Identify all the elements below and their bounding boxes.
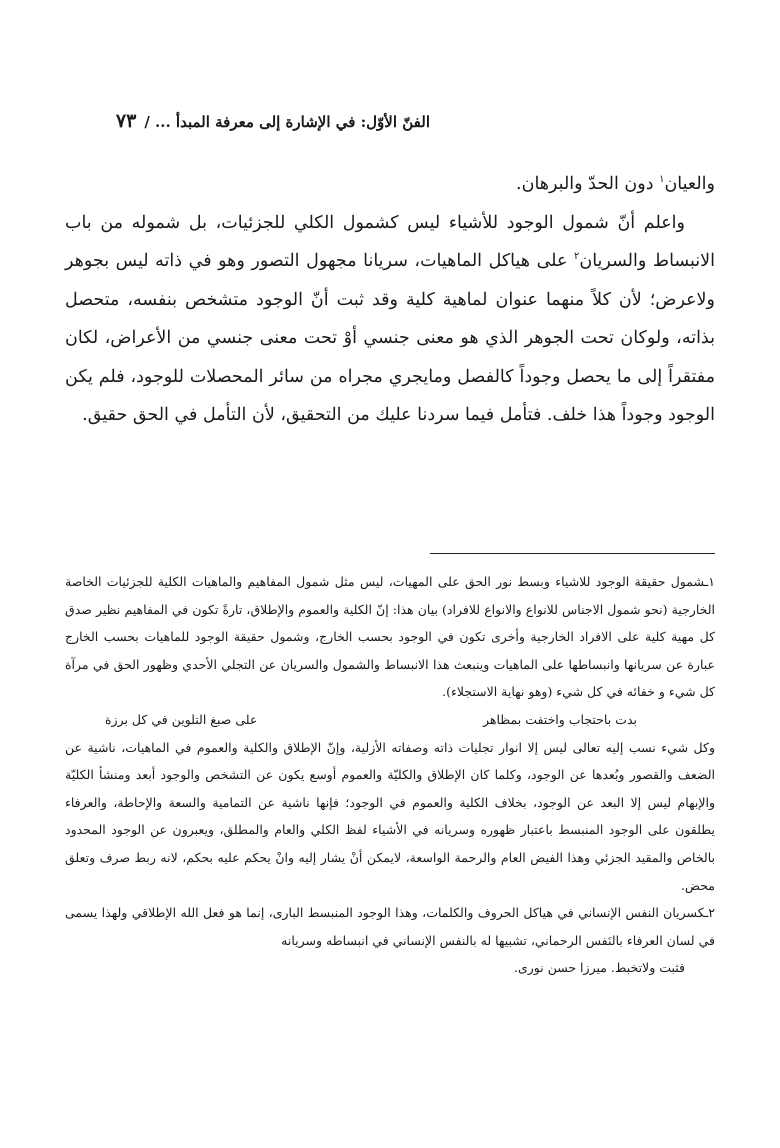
main-text [65,165,715,435]
poem-verse [65,706,715,734]
main-paragraph: واعلم أنّ شمول الوجود للأشياء ليس كشمول الكلي للجزئيات، بل شموله من باب الانبساط والسريان$^٢$ على هياكل الماهيات، سريانا مجهول التصور وهو في ذاته ليس بجوهر ولاعرض؛ لأن كلاً منهما عنوان لماهية كلية وقد ثبت أنّ الوجود متشخص بنفسه، متحصل بذاته، ولوكان تحت الجوهر الذي هو معنى جنسي أوْ تحت معنى جنسي من الأعراض، لكان مفتقراً إلى ما يحصل وجوداً كالفصل ومايجري مجراه من سائر المحصلات للوجود، فلم يكن الوجود وجوداً هذا خلف. فتأمل فيما سردنا عليك من التحقيق، لأن التأمل في الحق حقيق. [65,212,716,425]
footnote-divider [430,553,715,554]
footnote-ref-1: ١ [659,174,665,186]
running-header [100,110,430,132]
footnotes [65,568,715,982]
footnote-1-part-a: ١ـشمول حقيقة الوجود للاشياء وبسط نور الحق على المهيات، ليس مثل شمول المفاهيم والماهيات الكلية للجزئيات الخاصة الخارجية (نحو شمول الاجناس للانواع والانواع للافراد) بيان هذا: إنّ الكلية والعموم والإطلاق، تارةً تكون في المفاهيم نظير صدق كل مهية كلية على الافراد الخارجية وأخرى تكون في الوجود بحسب الخارج، وشمول حقيقة الوجود للماهيات بحسب الخارج عبارة عن سريانها وانبساطها على الماهيات وينبعث هذا الانبساط والشمول والسريان عن التجلي الأحدي وظهور الحق في مرآة كل شيء و خفائه في كل شيء (وهو نهاية الاستجلاء). [65,574,715,700]
verse-first-hemistich: بدت باحتجاب واختفت بمظاهر [482,711,637,727]
footnote-1-part-b: وكل شيء نسب إليه تعالى ليس إلا انوار تجليات ذاته وصفاته الأزلية، وإنّ الإطلاق والكلية والعموم في الماهيات، ناشية عن الضعف والقصور وبُعدها عن الوجود، وكلما كان الإطلاق والكليّة والعموم أوسع يكون عن التشخص والوجود أبعد ومنشأ الكليّة والإبهام ليس إلا البعد عن الوجود، بخلاف الكلية والعموم في الوجود؛ فإنها ناشية عن التمامية والسعة والإحاطة، والعرفاء يطلقون على الوجود المنبسط باعتبار ظهوره وسريانه في الأشياء لفظ الكلي والعام والمطلق، ويعبرون عن الوجود المحدود بالخاص والمقيد الجزئي وهذا الفيض العام والرحمة الواسعة، لايمكن أنْ يشار إليه وانْ يحكم عليه بحكم، لانه ربط صرف وتعلق محض. [65,739,715,893]
footnote-2-part-b: فثبت ولاتخبط. ميرزا حسن نورى. [513,960,685,976]
header-title: الفنّ الأوّل: في الإشارة إلى معرفة المبدأ ... / [144,113,430,131]
footnote-2-part-a: ٢ـكسريان النفس الإنساني في هياكل الحروف والكلمات، وهذا الوجود المنبسط البارى، إنما هو فعل الله الإطلاقي ولهذا يسمى في لسان العرفاء بالنَفس الرحماني، تشبيها له بالنفس الإنساني في انبساطه وسريانه [65,905,715,948]
main-line-1: والعيان$^١$ دون الحدّ والبرهان. [516,174,715,194]
page-number: ٧٣ [115,110,137,132]
verse-second-hemistich: على صبغ التلوين في كل برزة [105,711,258,727]
footnote-ref-2: ٢ [573,251,580,263]
